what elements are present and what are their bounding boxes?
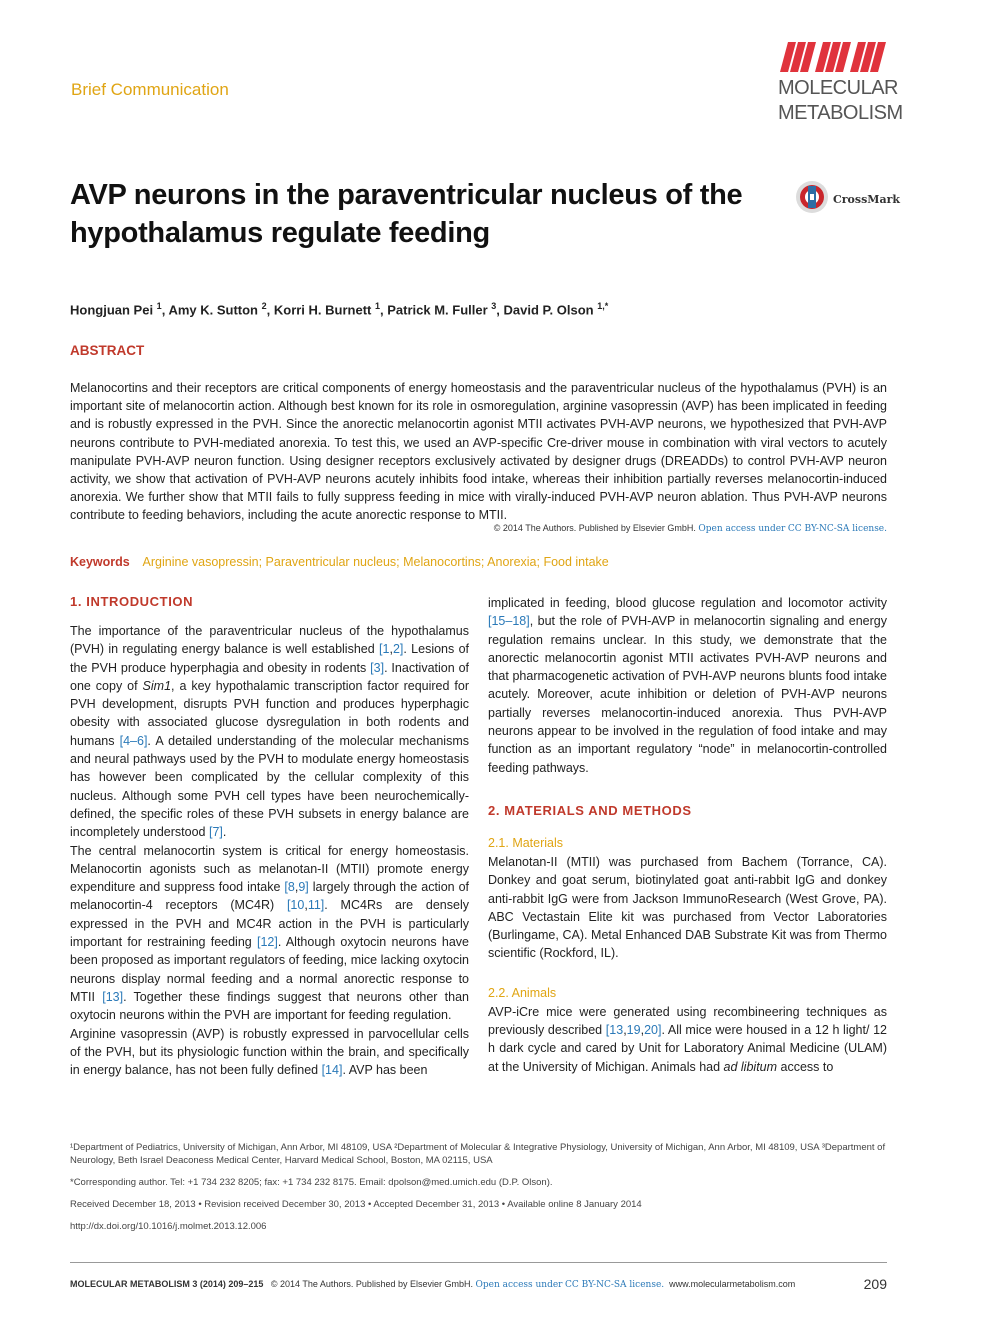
crossmark-label: CrossMark (833, 193, 900, 206)
journal-logo-text (778, 76, 903, 126)
text-run: . Together these findings suggest that neurons other than oxytocin neurons within the PVH are important for feeding regulation. (70, 989, 469, 1023)
text-run: , (304, 898, 308, 913)
animals-subheading: 2.2. Animals (488, 985, 557, 1000)
text-run: . All mice were housed in a 12 h light/ 12 h dark cycle and cared by Unit for Laboratory Animal Medicine (ULAM) at the University of Michigan. Animals had (488, 1023, 888, 1074)
right-column (488, 594, 887, 1076)
author-affiliation: 3 (491, 301, 497, 311)
footer-website[interactable]: www.molecularmetabolism.com (669, 1279, 796, 1289)
materials-subheading: 2.1. Materials (488, 835, 564, 850)
text-run: , (389, 642, 393, 657)
author-name: Patrick M. Fuller (387, 302, 492, 318)
text-run: . MC4Rs are densely expressed in the PVH and MC4R action in the PVH is particularly important for restraining feeding (70, 898, 469, 950)
author-name: Amy K. Sutton (168, 302, 262, 318)
text-run: , (640, 1023, 645, 1038)
logo-line-1: MOLECULAR (778, 77, 898, 99)
open-access-text: Open access under (698, 524, 786, 534)
journal-logo-icon (780, 42, 886, 77)
article-title: AVP neurons in the paraventricular nucleus of the hypothalamus regulate feeding (70, 179, 743, 249)
text-run: . Although oxytocin neurons have been proposed as important regulators of feeding, mice lacking oxytocin neurons display normal feeding and a normal anorectic response to MTII (70, 935, 469, 1004)
author-name: Hongjuan Pei (70, 302, 157, 318)
keywords (70, 555, 609, 569)
text-run: . AVP has been (342, 1063, 428, 1078)
author-name: Korri H. Burnett (273, 302, 375, 318)
citation-link[interactable]: 9] (298, 880, 309, 895)
citation-link[interactable]: [13 (605, 1023, 624, 1038)
text-run: , (294, 880, 299, 895)
footer-license-link[interactable]: CC BY-NC-SA license. (565, 1280, 665, 1290)
citation-link[interactable]: [4–6] (119, 733, 148, 748)
license-link[interactable]: CC BY-NC-SA license. (787, 524, 887, 534)
introduction-heading: 1. INTRODUCTION (70, 594, 194, 609)
crossmark-badge[interactable] (795, 180, 900, 219)
text-run: largely through the action of melanocortin-4 receptors (MC4R) (70, 880, 469, 913)
text-run: . Lesions of the PVH produce hyperphagia and obesity in rodents (70, 642, 469, 675)
copyright-text: © 2014 The Authors. Published by Elsevier GmbH. (493, 523, 696, 533)
citation-link[interactable]: [14] (321, 1063, 343, 1078)
author-name: David P. Olson (503, 302, 598, 318)
citation-link[interactable]: [15–18] (488, 614, 530, 629)
footnotes (70, 1141, 887, 1242)
abstract-text: Melanocortins and their receptors are critical components of energy homeostasis and the paraventricular nucleus of the hypothalamus (PVH) is an important site of melanocortin action. Although best known for its role in osmoregulation, arginine vasopressin (AVP) has been implicated in feeding and is robustly expressed in the PVH. Since the anorectic melanocortin agonist MTII activates PVH-AVP neurons, we hypothesized that PVH-AVP neurons contribute to PVH-mediated anorexia. To test this, we used an AVP-specific Cre-driver mouse in combination with viral vectors to acutely manipulate PVH-AVP neuron function. Using designer receptors exclusively activated by designer drugs (DREADDs) to control PVH-AVP neuron activity, we show that activation of PVH-AVP neurons acutely inhibits food intake, whereas their inhibition partially reverses melanocortin-induced anorexia. We further show that MTII fails to fully suppress feeding in mice with virally-induced PVH-AVP neuron ablation. Thus PVH-AVP neurons contribute to feeding behaviors, including the acute anorectic response to MTII. (70, 381, 887, 523)
text-run: access to (777, 1059, 834, 1074)
citation-link[interactable]: [1 (379, 642, 390, 657)
text-run: , (623, 1023, 627, 1038)
italic-term: Sim1 (142, 678, 172, 693)
animals-text (488, 1003, 887, 1076)
article-dates: Received December 18, 2013 • Revision received December 30, 2013 • Accepted December 31, 2013 • Available online 8 January 2014 (70, 1199, 642, 1210)
text-run: . A detailed understanding of the molecular mechanisms and neural pathways used by the PVH to modulate energy homeostasis has however been complicated by the cellular complexity of this nucleus. Although some PVH cell types have been neurochemically-defined, the specific roles of these PVH subsets in energy balance are incompletely understood (70, 733, 469, 840)
citation-link[interactable]: [8 (284, 880, 295, 895)
page-number: 209 (863, 1276, 887, 1292)
abstract-heading: ABSTRACT (70, 343, 145, 358)
italic-term: ad libitum (723, 1059, 778, 1074)
intro-paragraph-1 (70, 622, 469, 842)
text-run: The central melanocortin system is critical for energy homeostasis. Melanocortin agonists such as melanotan-II (MTII) promote energy expenditure and suppress food intake (70, 843, 469, 895)
citation-link[interactable]: [10 (286, 898, 305, 913)
text-run: The importance of the paraventricular nucleus of the hypothalamus (PVH) in regulating energy balance is well established (70, 624, 469, 657)
citation-link[interactable]: 2] (392, 642, 404, 657)
citation-link[interactable]: 19 (626, 1023, 641, 1038)
author-affiliation: 1 (374, 301, 380, 311)
affiliations: ¹Department of Pediatrics, University of Michigan, Ann Arbor, MI 48109, USA ²Department of Molecular & Integrative Physiology, University of Michigan, Ann Arbor, MI 48109, USA ³Department of Neurology, Beth Israel Deaconess Medical Center, Harvard Medical School, Boston, MA 02115, USA (70, 1142, 886, 1166)
methods-heading: 2. MATERIALS AND METHODS (488, 802, 692, 818)
text-run: AVP-iCre mice were generated using recombineering techniques as previously described (488, 1004, 887, 1038)
page-footer (70, 1279, 795, 1290)
abstract-copyright (420, 523, 887, 534)
author-affiliation: 2 (261, 301, 267, 311)
section-type-label: Brief Communication (71, 80, 229, 99)
crossmark-icon (795, 180, 829, 219)
author-affiliation: 1,* (597, 301, 609, 311)
footer-journal: MOLECULAR METABOLISM 3 (2014) 209–215 (70, 1279, 264, 1289)
citation-link[interactable]: 11] (307, 898, 325, 913)
citation-link[interactable]: [12] (256, 935, 278, 950)
intro-continuation (488, 594, 887, 777)
keywords-label: Keywords (70, 555, 130, 569)
left-column (70, 594, 469, 1079)
text-run: implicated in feeding, blood glucose regulation and locomotor activity (488, 596, 887, 610)
citation-link[interactable]: [3] (370, 660, 385, 675)
text-run: . (222, 825, 227, 840)
logo-line-2: METABOLISM (778, 102, 903, 124)
intro-paragraph-2 (70, 842, 469, 1025)
corresponding-author: *Corresponding author. Tel: +1 734 232 8205; fax: +1 734 232 8175. Email: dpolson@med.umich.edu (D.P. Olson). (70, 1177, 553, 1188)
author-list: Hongjuan Pei $^1$, Amy K. Sutton $^2$, Korri H. Burnett $^1$, Patrick M. Fuller $^3$, David P. Olson $^{1,*}$ (70, 301, 609, 318)
intro-paragraph-3 (70, 1025, 469, 1080)
doi-link[interactable]: http://dx.doi.org/10.1016/j.molmet.2013.12.006 (70, 1221, 267, 1232)
text-run: , but the role of PVH-AVP in melanocortin signaling and energy regulation remains unclear. In this study, we demonstrate that the anorectic melanocortin agonist MTII activates PVH-AVP neurons and that pharmacogenetic activation of PVH-AVP neurons blunts food intake acutely. Moreover, acute inhibition or deletion of PVH-AVP neurons partially reverses melanocortin-induced anorexia. Thus PVH-AVP neurons appear to be involved in the regulation of food intake and may function as an important regulatory “node” in melanocortin-controlled feeding pathways. (488, 614, 887, 775)
author-affiliation: 1 (156, 301, 162, 311)
keywords-values: Arginine vasopressin; Paraventricular nucleus; Melanocortins; Anorexia; Food intake (142, 555, 609, 569)
citation-link[interactable]: [7] (208, 825, 223, 840)
text-run: , a key hypothalamic transcription factor required for PVH development, disrupts PVH function and produces hyperphagic obesity with associated glucose dysregulation in both rodents and humans (70, 678, 470, 748)
footer-divider (70, 1262, 887, 1263)
citation-link[interactable]: 20] (644, 1023, 662, 1038)
citation-link[interactable]: [13] (102, 989, 124, 1004)
text-run: Arginine vasopressin (AVP) is robustly expressed in parvocellular cells of the PVH, but its physiologic function within the brain, and specifically in energy balance, has not been fully defined (70, 1026, 469, 1078)
footer-open-access: Open access under (475, 1280, 563, 1290)
text-run: . Inactivation of one copy of (70, 660, 469, 693)
materials-text: Melanotan-II (MTII) was purchased from Bachem (Torrance, CA). Donkey and goat serum, biotinylated goat anti-rabbit IgG and donkey anti-rabbit IgG were from Jackson ImmunoResearch (West Grove, PA). ABC Vectastain Elite kit was purchased from Vector Laboratories (Burlingame, CA). Metal Enhanced DAB Substrate Kit was from Thermo scientific (Rockford, IL). (488, 854, 887, 961)
footer-copyright: © 2014 The Authors. Published by Elsevier GmbH. (270, 1279, 473, 1289)
